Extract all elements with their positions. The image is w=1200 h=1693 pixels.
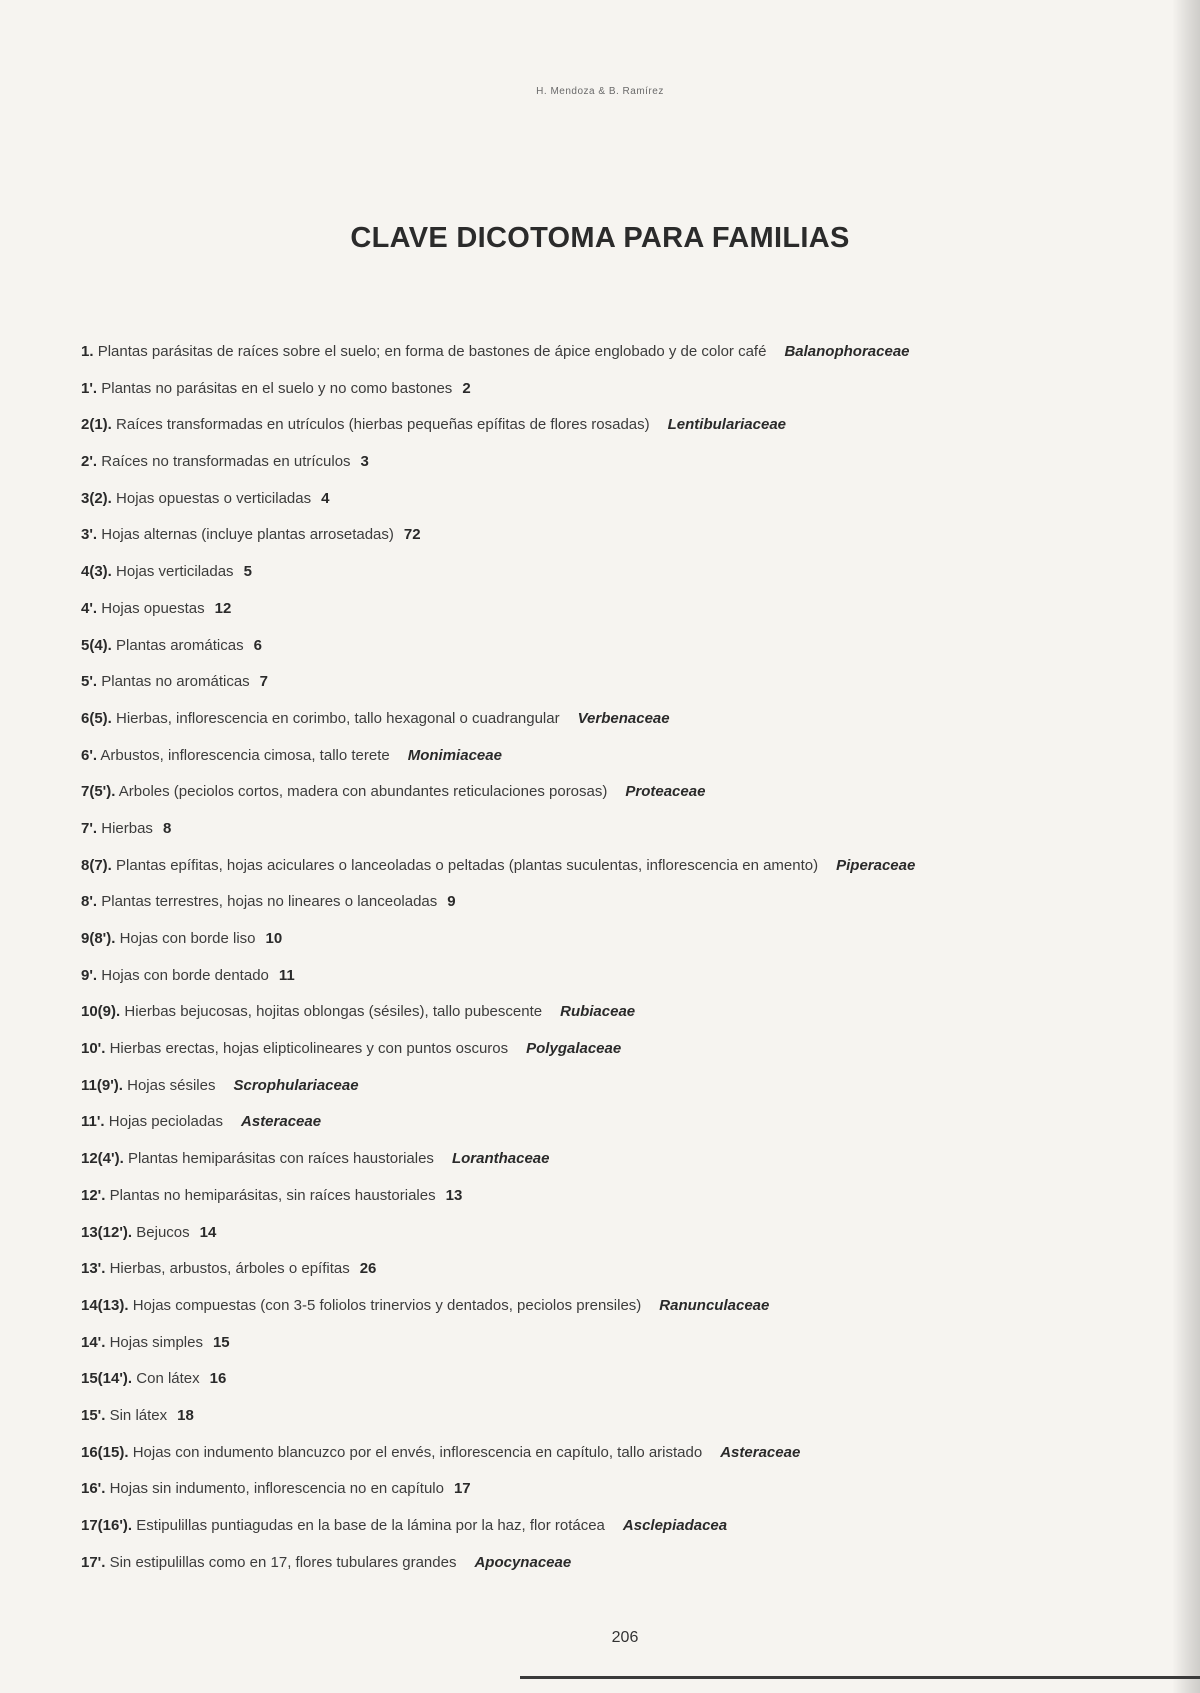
key-entry bbox=[81, 1332, 1081, 1369]
entry-lead-number: 11 bbox=[278, 966, 295, 984]
key-entry bbox=[81, 1368, 1081, 1405]
entry-number: 2(1). bbox=[81, 416, 112, 434]
key-entry bbox=[81, 745, 1081, 782]
entry-description: Hojas opuestas o verticiladas bbox=[116, 489, 312, 507]
key-entry bbox=[81, 1478, 1081, 1515]
key-entry bbox=[81, 451, 1081, 488]
entry-description: Hojas opuestas bbox=[101, 599, 205, 617]
entry-lead-number: 7 bbox=[259, 673, 269, 691]
page-number: 206 bbox=[611, 1629, 639, 1646]
entry-description: Hojas sin indumento, inflorescencia no en capítulo bbox=[109, 1480, 444, 1498]
key-entry bbox=[81, 414, 1081, 451]
entry-description: Hojas compuestas (con 3-5 foliolos trinervios y dentados, peciolos prensiles) bbox=[132, 1296, 642, 1314]
entry-family-name: Lentibulariaceae bbox=[667, 416, 787, 434]
entry-family-name: Rubiaceae bbox=[560, 1003, 636, 1021]
entry-lead-number: 2 bbox=[462, 379, 471, 397]
key-entry bbox=[81, 1148, 1081, 1185]
entry-description: Raíces no transformadas en utrículos bbox=[101, 453, 351, 471]
entry-description: Arbustos, inflorescencia cimosa, tallo terete bbox=[100, 746, 390, 764]
key-entry bbox=[81, 708, 1081, 745]
entry-family-name: Asteraceae bbox=[720, 1443, 801, 1461]
entry-number: 7'. bbox=[81, 819, 98, 837]
entry-description: Plantas no hemiparásitas, sin raíces haustoriales bbox=[109, 1186, 436, 1204]
entry-lead-number: 8 bbox=[162, 819, 172, 837]
entry-description: Hierbas erectas, hojas elipticolineares y con puntos oscuros bbox=[109, 1040, 509, 1058]
entry-number: 5(4). bbox=[81, 636, 112, 654]
entry-description: Plantas epífitas, hojas aciculares o lanceoladas o peltadas (plantas suculentas, inflorescencia en amento) bbox=[116, 856, 819, 874]
entry-description: Hojas pecioladas bbox=[108, 1113, 224, 1131]
entry-description: Plantas hemiparásitas con raíces haustoriales bbox=[127, 1150, 434, 1168]
key-entry bbox=[81, 1442, 1081, 1479]
key-entry bbox=[81, 781, 1081, 818]
key-entry bbox=[81, 855, 1081, 892]
entry-description: Hierbas, inflorescencia en corimbo, tallo hexagonal o cuadrangular bbox=[116, 709, 560, 727]
entry-lead-number: 9 bbox=[447, 893, 456, 911]
entry-description: Hierbas bejucosas, hojitas oblongas (sésiles), tallo pubescente bbox=[124, 1003, 543, 1021]
key-entry bbox=[81, 488, 1081, 525]
entry-family-name: Proteaceae bbox=[625, 783, 706, 801]
entry-number: 13(12'). bbox=[81, 1223, 133, 1241]
entry-description: Con látex bbox=[136, 1370, 200, 1388]
entry-description: Bejucos bbox=[136, 1223, 190, 1241]
entry-number: 17'. bbox=[81, 1553, 106, 1571]
key-entry bbox=[81, 928, 1081, 965]
entry-description: Raíces transformadas en utrículos (hierbas pequeñas epífitas de flores rosadas) bbox=[116, 416, 650, 434]
entry-family-name: Verbenaceae bbox=[577, 709, 670, 727]
entry-lead-number: 15 bbox=[212, 1333, 230, 1351]
entry-description: Hojas verticiladas bbox=[116, 563, 234, 581]
entry-number: 10(9). bbox=[81, 1003, 121, 1021]
key-entry bbox=[81, 1258, 1081, 1295]
entry-lead-number: 12 bbox=[214, 599, 232, 617]
entry-family-name: Asclepiadacea bbox=[622, 1517, 728, 1534]
entry-lead-number: 72 bbox=[403, 526, 421, 544]
key-entry bbox=[81, 1295, 1081, 1332]
entry-number: 7(5'). bbox=[81, 783, 116, 801]
entry-number: 12'. bbox=[81, 1186, 106, 1204]
entry-number: 13'. bbox=[81, 1260, 106, 1278]
entry-number: 16(15). bbox=[81, 1443, 129, 1461]
entry-description: Plantas aromáticas bbox=[116, 636, 244, 654]
key-entry bbox=[81, 524, 1081, 561]
entry-number: 4'. bbox=[81, 599, 98, 617]
entry-number: 9'. bbox=[81, 966, 98, 984]
entry-description: Arboles (peciolos cortos, madera con abundantes reticulaciones porosas) bbox=[118, 783, 608, 801]
entry-lead-number: 4 bbox=[321, 489, 330, 507]
entry-lead-number: 16 bbox=[209, 1370, 227, 1388]
dichotomous-key-list bbox=[81, 341, 1081, 1588]
entry-description: Hojas con borde liso bbox=[119, 930, 256, 947]
key-entry bbox=[81, 1185, 1081, 1222]
key-entry bbox=[81, 1075, 1081, 1112]
entry-description: Sin látex bbox=[109, 1406, 168, 1424]
page-title: CLAVE DICOTOMA PARA FAMILIAS bbox=[350, 222, 850, 254]
entry-family-name: Apocynaceae bbox=[474, 1553, 572, 1571]
entry-family-name: Ranunculaceae bbox=[659, 1296, 770, 1314]
entry-description: Plantas no parásitas en el suelo y no como bastones bbox=[101, 379, 453, 397]
entry-number: 1. bbox=[81, 343, 94, 360]
entry-family-name: Asteraceae bbox=[241, 1113, 322, 1131]
key-entry bbox=[81, 818, 1081, 855]
entry-number: 8'. bbox=[81, 893, 98, 911]
entry-number: 6(5). bbox=[81, 709, 112, 727]
entry-description: Plantas terrestres, hojas no lineares o lanceoladas bbox=[101, 893, 438, 911]
entry-family-name: Balanophoraceae bbox=[784, 343, 910, 360]
key-entry bbox=[81, 378, 1081, 415]
entry-description: Hojas con borde dentado bbox=[101, 966, 269, 984]
entry-description: Plantas parásitas de raíces sobre el suelo; en forma de bastones de ápice englobado y de color café bbox=[97, 343, 767, 360]
key-entry bbox=[81, 965, 1081, 1002]
key-entry bbox=[81, 1552, 1081, 1589]
entry-description: Hierbas, arbustos, árboles o epífitas bbox=[109, 1260, 350, 1278]
entry-description: Plantas no aromáticas bbox=[101, 673, 250, 691]
entry-number: 8(7). bbox=[81, 856, 112, 874]
entry-number: 3'. bbox=[81, 526, 98, 544]
entry-number: 11(9'). bbox=[81, 1076, 123, 1094]
entry-number: 17(16'). bbox=[81, 1517, 133, 1534]
entry-family-name: Polygalaceae bbox=[526, 1040, 622, 1058]
entry-number: 1'. bbox=[81, 379, 98, 397]
bottom-rule bbox=[520, 1676, 1200, 1679]
entry-description: Estipulillas puntiagudas en la base de la lámina por la haz, flor rotácea bbox=[136, 1517, 605, 1534]
entry-description: Sin estipulillas como en 17, flores tubulares grandes bbox=[109, 1553, 457, 1571]
entry-number: 10'. bbox=[81, 1040, 106, 1058]
entry-description: Hojas con indumento blancuzco por el envés, inflorescencia en capítulo, tallo aristado bbox=[132, 1443, 703, 1461]
key-entry bbox=[81, 1515, 1081, 1552]
key-entry bbox=[81, 1405, 1081, 1442]
entry-family-name: Monimiaceae bbox=[407, 746, 502, 764]
entry-number: 14(13). bbox=[81, 1296, 129, 1314]
key-entry bbox=[81, 1111, 1081, 1148]
key-entry bbox=[81, 561, 1081, 598]
entry-number: 15'. bbox=[81, 1406, 106, 1424]
entry-lead-number: 26 bbox=[359, 1260, 377, 1278]
entry-description: Hojas simples bbox=[109, 1333, 203, 1351]
running-head: H. Mendoza & B. Ramírez bbox=[536, 86, 664, 97]
entry-family-name: Piperaceae bbox=[836, 856, 916, 874]
entry-number: 16'. bbox=[81, 1480, 106, 1498]
entry-lead-number: 3 bbox=[360, 453, 369, 471]
key-entry bbox=[81, 598, 1081, 635]
entry-number: 2'. bbox=[81, 453, 98, 471]
key-entry bbox=[81, 341, 1081, 378]
entry-lead-number: 5 bbox=[243, 563, 252, 581]
key-entry bbox=[81, 671, 1081, 708]
entry-number: 9(8'). bbox=[81, 930, 116, 947]
entry-number: 15(14'). bbox=[81, 1370, 133, 1388]
entry-lead-number: 10 bbox=[265, 930, 283, 947]
key-entry bbox=[81, 891, 1081, 928]
key-entry bbox=[81, 1001, 1081, 1038]
entry-lead-number: 17 bbox=[453, 1480, 471, 1498]
entry-family-name: Scrophulariaceae bbox=[233, 1076, 359, 1094]
entry-number: 11'. bbox=[81, 1113, 105, 1131]
entry-number: 6'. bbox=[81, 746, 98, 764]
entry-lead-number: 13 bbox=[445, 1186, 463, 1204]
key-entry bbox=[81, 1038, 1081, 1075]
entry-description: Hierbas bbox=[101, 819, 153, 837]
entry-description: Hojas sésiles bbox=[127, 1076, 216, 1094]
entry-lead-number: 6 bbox=[253, 636, 262, 654]
key-entry bbox=[81, 1222, 1081, 1259]
entry-lead-number: 14 bbox=[199, 1223, 217, 1241]
entry-number: 14'. bbox=[81, 1333, 106, 1351]
entry-number: 3(2). bbox=[81, 489, 112, 507]
entry-number: 5'. bbox=[81, 673, 98, 691]
entry-description: Hojas alternas (incluye plantas arrosetadas) bbox=[101, 526, 394, 544]
entry-lead-number: 18 bbox=[177, 1406, 194, 1424]
entry-family-name: Loranthaceae bbox=[451, 1150, 550, 1168]
entry-number: 4(3). bbox=[81, 563, 112, 581]
entry-number: 12(4'). bbox=[81, 1150, 124, 1168]
key-entry bbox=[81, 635, 1081, 672]
